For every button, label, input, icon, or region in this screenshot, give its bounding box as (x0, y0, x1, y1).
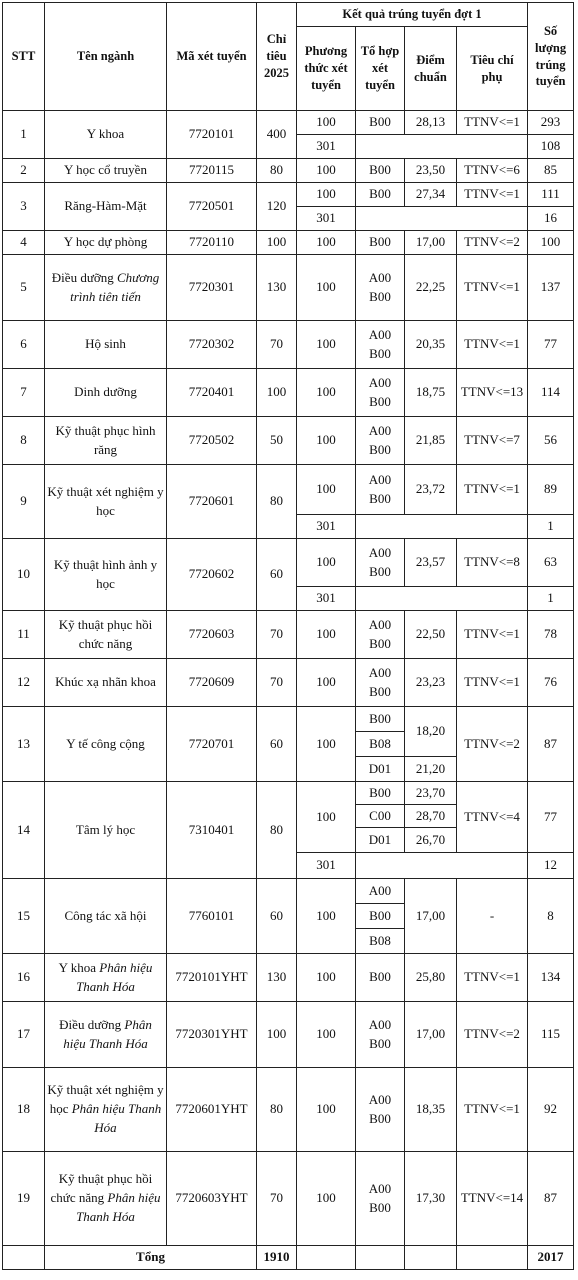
subject-combo-cell (356, 1002, 405, 1068)
table-row (3, 782, 574, 805)
total-admitted-count: 2017 (528, 1246, 574, 1270)
admitted-count-cell: 85 (528, 159, 574, 183)
admitted-count-cell: 89 (528, 465, 574, 515)
cutoff-score-cell: 23,23 (405, 659, 457, 707)
major-program-note: Phân hiệu Thanh Hóa (71, 1101, 162, 1135)
admission-code-cell: 7720110 (167, 231, 257, 255)
admission-code-cell: 7720302 (167, 321, 257, 369)
quota-cell: 80 (257, 159, 297, 183)
admission-code-cell: 7720301 (167, 255, 257, 321)
secondary-criteria-cell: TTNV<=2 (457, 1002, 528, 1068)
major-name: Y tế công cộng (66, 735, 145, 751)
secondary-criteria-cell: TTNV<=2 (457, 707, 528, 782)
major-name-cell (45, 231, 167, 255)
table-row (3, 369, 574, 417)
major-name: Răng-Hàm-Mặt (64, 198, 147, 214)
admitted-count-cell: 76 (528, 659, 574, 707)
subject-combo: A00 (368, 471, 392, 487)
method-cell: 100 (297, 539, 356, 587)
stt-cell: 8 (3, 417, 45, 465)
major-name-cell (45, 1152, 167, 1246)
subject-combo: B00 (369, 1110, 391, 1126)
subject-combo-cell (356, 954, 405, 1002)
admitted-count-cell: 56 (528, 417, 574, 465)
major-name: Điều dưỡng (59, 1016, 122, 1032)
subject-combo: A00 (368, 269, 392, 285)
cutoff-score-cell: 17,30 (405, 1152, 457, 1246)
subject-combo: A00 (356, 879, 405, 904)
subject-combo-cell (356, 659, 405, 707)
method-cell: 100 (297, 1068, 356, 1152)
subject-combo: B00 (369, 635, 391, 651)
admission-code-cell: 7720602 (167, 539, 257, 611)
subject-combo-cell (356, 1152, 405, 1246)
major-name: Hộ sinh (85, 336, 126, 352)
quota-cell: 70 (257, 321, 297, 369)
secondary-criteria-cell: TTNV<=14 (457, 1152, 528, 1246)
major-name-cell (45, 659, 167, 707)
header-secondary-criteria: Tiêu chí phụ (457, 27, 528, 111)
cutoff-score-cell: 28,70 (405, 805, 457, 828)
subject-combo: B00 (369, 563, 391, 579)
stt-cell: 11 (3, 611, 45, 659)
subject-combo: B00 (369, 441, 391, 457)
secondary-criteria-cell: - (457, 879, 528, 954)
cutoff-score-cell: 23,57 (405, 539, 457, 587)
quota-cell: 100 (257, 369, 297, 417)
admitted-count-cell: 1 (528, 587, 574, 611)
admitted-count-cell: 293 (528, 111, 574, 135)
table-row (3, 707, 574, 732)
admission-code-cell: 7760101 (167, 879, 257, 954)
admitted-count-cell: 77 (528, 321, 574, 369)
cutoff-score-cell: 26,70 (405, 828, 457, 853)
subject-combo: B00 (356, 782, 405, 805)
table-row (3, 183, 574, 207)
admission-code-cell: 7720101YHT (167, 954, 257, 1002)
subject-combo: B00 (356, 904, 405, 929)
cutoff-score-cell: 22,50 (405, 611, 457, 659)
header-major-name: Tên ngành (45, 3, 167, 111)
subject-combo: A00 (368, 1016, 392, 1032)
empty-cell (356, 515, 528, 539)
cutoff-score-cell: 23,50 (405, 159, 457, 183)
quota-cell: 80 (257, 782, 297, 879)
quota-cell: 60 (257, 707, 297, 782)
method-cell: 301 (297, 515, 356, 539)
subject-combo: A00 (368, 374, 392, 390)
admitted-count-cell: 87 (528, 1152, 574, 1246)
method-cell: 100 (297, 1152, 356, 1246)
cutoff-score-cell: 18,20 (405, 707, 457, 757)
quota-cell: 120 (257, 183, 297, 231)
subject-combo-cell (356, 539, 405, 587)
secondary-criteria-cell: TTNV<=1 (457, 255, 528, 321)
method-cell: 100 (297, 782, 356, 853)
cutoff-score-cell: 18,75 (405, 369, 457, 417)
admitted-count-cell: 8 (528, 879, 574, 954)
quota-cell: 400 (257, 111, 297, 159)
major-name: Khúc xạ nhãn khoa (55, 674, 156, 690)
major-name: Kỹ thuật xét nghiệm y học (47, 1082, 164, 1117)
method-cell: 100 (297, 255, 356, 321)
major-name-cell (45, 465, 167, 539)
admission-code-cell: 7720501 (167, 183, 257, 231)
subject-combo-cell (356, 231, 405, 255)
major-name-cell (45, 1002, 167, 1068)
admission-code-cell: 7720401 (167, 369, 257, 417)
quota-cell: 100 (257, 1002, 297, 1068)
admission-code-cell: 7720603 (167, 611, 257, 659)
major-name-cell (45, 255, 167, 321)
subject-combo: A00 (368, 664, 392, 680)
major-name-cell (45, 707, 167, 782)
major-name-cell (45, 183, 167, 231)
major-name: Y khoa (58, 959, 97, 975)
total-spacer (356, 1246, 405, 1270)
table-row (3, 321, 574, 369)
secondary-criteria-cell: TTNV<=1 (457, 954, 528, 1002)
major-name-cell (45, 954, 167, 1002)
subject-combo-cell (356, 321, 405, 369)
subject-combo-cell (356, 369, 405, 417)
cutoff-score-cell: 18,35 (405, 1068, 457, 1152)
cutoff-score-cell: 20,35 (405, 321, 457, 369)
major-name-cell (45, 417, 167, 465)
table-row (3, 417, 574, 465)
subject-combo-cell (356, 159, 405, 183)
method-cell: 100 (297, 707, 356, 782)
subject-combo: B00 (369, 288, 391, 304)
empty-cell (356, 853, 528, 879)
header-quota-2025: Chỉ tiêu 2025 (257, 3, 297, 111)
major-name-cell (45, 369, 167, 417)
stt-cell: 1 (3, 111, 45, 159)
major-name-cell (45, 111, 167, 159)
subject-combo: A00 (368, 616, 392, 632)
subject-combo: A00 (368, 1091, 392, 1107)
table-row (3, 1152, 574, 1246)
major-name: Điều dưỡng (51, 269, 114, 285)
cutoff-score-cell: 25,80 (405, 954, 457, 1002)
total-spacer (297, 1246, 356, 1270)
method-cell: 301 (297, 135, 356, 159)
major-name-cell (45, 159, 167, 183)
table-row (3, 1002, 574, 1068)
header-admission-code: Mã xét tuyển (167, 3, 257, 111)
cutoff-score-cell: 21,20 (405, 757, 457, 782)
stt-cell: 17 (3, 1002, 45, 1068)
major-name: Công tác xã hội (64, 907, 147, 923)
quota-cell: 70 (257, 1152, 297, 1246)
major-name-cell (45, 611, 167, 659)
admitted-count-cell: 12 (528, 853, 574, 879)
cutoff-score-cell: 17,00 (405, 231, 457, 255)
method-cell: 301 (297, 587, 356, 611)
subject-combo: C00 (356, 805, 405, 828)
subject-combo: D01 (356, 757, 405, 782)
major-program-note: Phân hiệu Thanh Hóa (63, 1016, 152, 1051)
subject-combo: D01 (356, 828, 405, 853)
subject-combo: B08 (356, 929, 405, 954)
subject-combo: B00 (369, 345, 391, 361)
method-cell: 100 (297, 321, 356, 369)
quota-cell: 70 (257, 611, 297, 659)
admitted-count-cell: 92 (528, 1068, 574, 1152)
admission-code-cell: 7720502 (167, 417, 257, 465)
total-spacer (405, 1246, 457, 1270)
table-row (3, 539, 574, 587)
table-row (3, 231, 574, 255)
cutoff-score-cell: 17,00 (405, 1002, 457, 1068)
secondary-criteria-cell: TTNV<=8 (457, 539, 528, 587)
major-name: Y khoa (86, 126, 125, 142)
subject-combo: A00 (368, 1180, 392, 1196)
header-method: Phương thức xét tuyển (297, 27, 356, 111)
admitted-count-cell: 87 (528, 707, 574, 782)
table-row (3, 1068, 574, 1152)
secondary-criteria-cell: TTNV<=2 (457, 231, 528, 255)
admission-code-cell: 7720701 (167, 707, 257, 782)
quota-cell: 70 (257, 659, 297, 707)
admitted-count-cell: 78 (528, 611, 574, 659)
total-spacer (457, 1246, 528, 1270)
cutoff-score-cell: 27,34 (405, 183, 457, 207)
subject-combo: B00 (369, 969, 391, 985)
secondary-criteria-cell: TTNV<=1 (457, 1068, 528, 1152)
admitted-count-cell: 1 (528, 515, 574, 539)
stt-cell: 12 (3, 659, 45, 707)
admitted-count-cell: 114 (528, 369, 574, 417)
table-row (3, 659, 574, 707)
method-cell: 100 (297, 231, 356, 255)
stt-cell: 14 (3, 782, 45, 879)
header-stt: STT (3, 3, 45, 111)
stt-cell: 16 (3, 954, 45, 1002)
subject-combo: A00 (368, 326, 392, 342)
secondary-criteria-cell: TTNV<=13 (457, 369, 528, 417)
admission-code-cell: 7310401 (167, 782, 257, 879)
method-cell: 100 (297, 879, 356, 954)
admission-code-cell: 7720603YHT (167, 1152, 257, 1246)
quota-cell: 100 (257, 231, 297, 255)
admitted-count-cell: 111 (528, 183, 574, 207)
method-cell: 100 (297, 183, 356, 207)
stt-cell: 5 (3, 255, 45, 321)
major-name-cell (45, 539, 167, 611)
quota-cell: 60 (257, 879, 297, 954)
stt-cell: 13 (3, 707, 45, 782)
method-cell: 301 (297, 207, 356, 231)
total-spacer (3, 1246, 45, 1270)
stt-cell: 4 (3, 231, 45, 255)
method-cell: 100 (297, 111, 356, 135)
stt-cell: 3 (3, 183, 45, 231)
method-cell: 100 (297, 611, 356, 659)
table-row (3, 954, 574, 1002)
subject-combo: A00 (368, 544, 392, 560)
major-name: Dinh dưỡng (74, 384, 137, 400)
quota-cell: 130 (257, 954, 297, 1002)
table-row (3, 879, 574, 904)
admitted-count-cell: 16 (528, 207, 574, 231)
header-cutoff-score: Điểm chuẩn (405, 27, 457, 111)
table-row (3, 111, 574, 135)
stt-cell: 7 (3, 369, 45, 417)
quota-cell: 130 (257, 255, 297, 321)
table-row (3, 255, 574, 321)
major-name-cell (45, 321, 167, 369)
quota-cell: 60 (257, 539, 297, 611)
cutoff-score-cell: 22,25 (405, 255, 457, 321)
method-cell: 100 (297, 417, 356, 465)
major-name-cell (45, 782, 167, 879)
table-row (3, 159, 574, 183)
admitted-count-cell: 134 (528, 954, 574, 1002)
secondary-criteria-cell: TTNV<=1 (457, 659, 528, 707)
stt-cell: 15 (3, 879, 45, 954)
stt-cell: 9 (3, 465, 45, 539)
subject-combo: B00 (369, 393, 391, 409)
admission-code-cell: 7720115 (167, 159, 257, 183)
secondary-criteria-cell: TTNV<=1 (457, 183, 528, 207)
quota-cell: 80 (257, 1068, 297, 1152)
table-body (3, 111, 574, 1270)
subject-combo: B00 (356, 707, 405, 732)
subject-combo-cell (356, 611, 405, 659)
method-cell: 301 (297, 853, 356, 879)
major-name: Y học cổ truyền (64, 162, 147, 178)
subject-combo: B00 (369, 1035, 391, 1051)
quota-cell: 50 (257, 417, 297, 465)
subject-combo: B00 (369, 162, 391, 178)
admitted-count-cell: 115 (528, 1002, 574, 1068)
subject-combo: B00 (369, 234, 391, 250)
quota-cell: 80 (257, 465, 297, 539)
major-name: Kỹ thuật phục hình răng (55, 422, 156, 457)
major-program-note: Chương trình tiên tiến (70, 269, 160, 304)
admitted-count-cell: 100 (528, 231, 574, 255)
subject-combo: A00 (368, 422, 392, 438)
secondary-criteria-cell: TTNV<=1 (457, 611, 528, 659)
admission-results-table (2, 2, 574, 1270)
admitted-count-cell: 108 (528, 135, 574, 159)
method-cell: 100 (297, 159, 356, 183)
major-name-cell (45, 1068, 167, 1152)
header-round1-results: Kết quả trúng tuyển đợt 1 (297, 3, 528, 27)
admitted-count-cell: 137 (528, 255, 574, 321)
empty-cell (356, 135, 528, 159)
admitted-count-cell: 63 (528, 539, 574, 587)
admission-code-cell: 7720609 (167, 659, 257, 707)
cutoff-score-cell: 17,00 (405, 879, 457, 954)
subject-combo: B00 (369, 1199, 391, 1215)
secondary-criteria-cell: TTNV<=1 (457, 321, 528, 369)
admission-code-cell: 7720101 (167, 111, 257, 159)
subject-combo: B00 (369, 490, 391, 506)
major-name: Kỹ thuật hình ảnh y học (53, 556, 158, 591)
empty-cell (356, 207, 528, 231)
cutoff-score-cell: 28,13 (405, 111, 457, 135)
table-row (3, 465, 574, 515)
major-name: Tâm lý học (75, 821, 136, 837)
total-row (3, 1246, 574, 1270)
admission-code-cell: 7720601YHT (167, 1068, 257, 1152)
admission-code-cell: 7720301YHT (167, 1002, 257, 1068)
major-program-note: Phân hiệu Thanh Hóa (76, 1190, 161, 1224)
total-label: Tổng (45, 1246, 257, 1270)
major-name: Y học dự phòng (63, 234, 148, 250)
major-name: Kỹ thuật xét nghiệm y học (47, 483, 164, 518)
cutoff-score-cell: 23,70 (405, 782, 457, 805)
secondary-criteria-cell: TTNV<=7 (457, 417, 528, 465)
subject-combo: B00 (369, 186, 391, 202)
method-cell: 100 (297, 1002, 356, 1068)
subject-combo-cell (356, 111, 405, 135)
stt-cell: 19 (3, 1152, 45, 1246)
cutoff-score-cell: 23,72 (405, 465, 457, 515)
major-name: Kỹ thuật phục hồi chức năng (50, 1171, 153, 1206)
method-cell: 100 (297, 954, 356, 1002)
admission-code-cell: 7720601 (167, 465, 257, 539)
subject-combo-cell (356, 255, 405, 321)
header-subject-combo: Tổ hợp xét tuyển (356, 27, 405, 111)
subject-combo: B00 (369, 114, 391, 130)
method-cell: 100 (297, 369, 356, 417)
method-cell: 100 (297, 465, 356, 515)
major-name: Kỹ thuật phục hồi chức năng (58, 616, 153, 651)
stt-cell: 2 (3, 159, 45, 183)
subject-combo-cell (356, 183, 405, 207)
subject-combo: B08 (356, 732, 405, 757)
cutoff-score-cell: 21,85 (405, 417, 457, 465)
secondary-criteria-cell: TTNV<=1 (457, 465, 528, 515)
secondary-criteria-cell: TTNV<=1 (457, 111, 528, 135)
total-quota: 1910 (257, 1246, 297, 1270)
method-cell: 100 (297, 659, 356, 707)
secondary-criteria-cell: TTNV<=6 (457, 159, 528, 183)
header-admitted-count: Số lượng trúng tuyển (528, 3, 574, 111)
secondary-criteria-cell: TTNV<=4 (457, 782, 528, 853)
empty-cell (356, 587, 528, 611)
stt-cell: 10 (3, 539, 45, 611)
major-name-cell (45, 879, 167, 954)
major-program-note: Phân hiệu Thanh Hóa (76, 959, 153, 994)
subject-combo-cell (356, 1068, 405, 1152)
admitted-count-cell: 77 (528, 782, 574, 853)
stt-cell: 6 (3, 321, 45, 369)
subject-combo-cell (356, 465, 405, 515)
stt-cell: 18 (3, 1068, 45, 1152)
subject-combo: B00 (369, 683, 391, 699)
subject-combo-cell (356, 417, 405, 465)
table-row (3, 611, 574, 659)
